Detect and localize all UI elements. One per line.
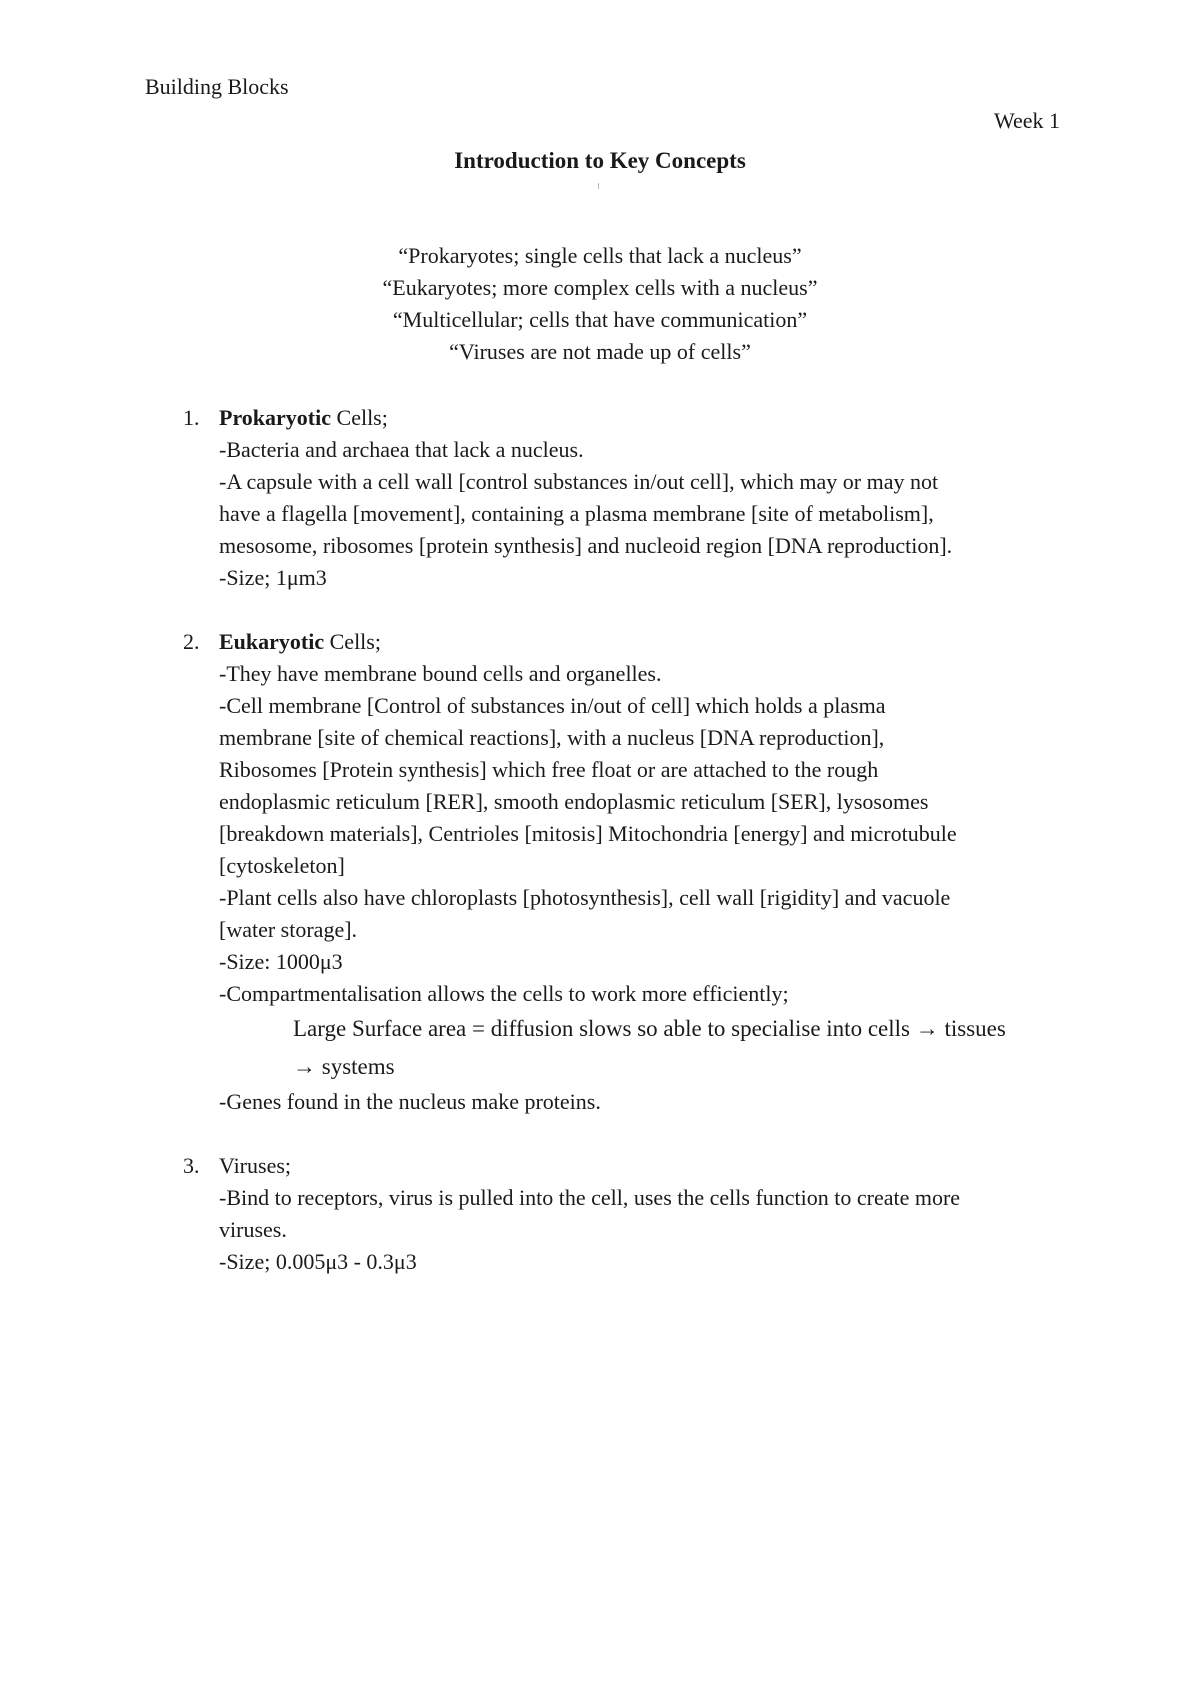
list-number: 3. (183, 1153, 200, 1178)
indented-note-line: → systems (293, 1054, 395, 1079)
title-mark (598, 183, 599, 189)
header-week-label: Week 1 (993, 108, 1060, 133)
definition-quotes (0, 240, 1200, 368)
body-line: -Cell membrane [Control of substances in/out of cell] which holds a plasma (219, 693, 886, 718)
section-heading (219, 1150, 1075, 1182)
quote-line: “Eukaryotes; more complex cells with a nucleus” (382, 275, 818, 300)
body-line: -Bacteria and archaea that lack a nucleus. (219, 437, 584, 462)
body-line: -Plant cells also have chloroplasts [photosynthesis], cell wall [rigidity] and vacuole (219, 885, 951, 910)
quote-line: “Multicellular; cells that have communication” (392, 307, 808, 332)
body-line: -Size; 0.005μ3 - 0.3μ3 (219, 1249, 417, 1274)
body-line: Ribosomes [Protein synthesis] which free float or are attached to the rough (219, 757, 879, 782)
body-line: -Genes found in the nucleus make proteins. (219, 1089, 601, 1114)
body-line: -Compartmentalisation allows the cells to work more efficiently; (219, 981, 789, 1006)
body-line: -Size: 1000μ3 (219, 949, 343, 974)
section-heading-bold: Eukaryotic (219, 629, 325, 654)
section-heading-bold: Prokaryotic (219, 405, 332, 430)
section-heading (219, 402, 1075, 434)
body-line: [cytoskeleton] (219, 853, 345, 878)
page-title: Introduction to Key Concepts (454, 148, 746, 173)
body-line: viruses. (219, 1217, 287, 1242)
body-line: -Size; 1μm3 (219, 565, 327, 590)
body-line: mesosome, ribosomes [protein synthesis] and nucleoid region [DNA reproduction]. (219, 533, 953, 558)
body-line: have a flagella [movement], containing a plasma membrane [site of metabolism], (219, 501, 934, 526)
header-course-name: Building Blocks (145, 74, 289, 99)
body-line: [water storage]. (219, 917, 358, 942)
body-line: -Bind to receptors, virus is pulled into the cell, uses the cells function to create more (219, 1185, 961, 1210)
quote-line: “Prokaryotes; single cells that lack a nucleus” (398, 243, 802, 268)
section-heading-rest: Cells; (331, 405, 388, 430)
body-line: endoplasmic reticulum [RER], smooth endoplasmic reticulum [SER], lysosomes (219, 789, 929, 814)
list-item-eukaryotic (175, 626, 1075, 1118)
list-number: 2. (183, 629, 200, 654)
section-heading-rest: Viruses; (219, 1153, 292, 1178)
body-line: membrane [site of chemical reactions], with a nucleus [DNA reproduction], (219, 725, 885, 750)
body-line: [breakdown materials], Centrioles [mitosis] Mitochondria [energy] and microtubule (219, 821, 957, 846)
list-number: 1. (183, 405, 200, 430)
section-heading (219, 626, 1075, 658)
body-line: -A capsule with a cell wall [control substances in/out cell], which may or may not (219, 469, 939, 494)
quote-line: “Viruses are not made up of cells” (449, 339, 751, 364)
section-heading-rest: Cells; (324, 629, 381, 654)
list-item-prokaryotic (175, 402, 1075, 594)
body-line: -They have membrane bound cells and organelles. (219, 661, 662, 686)
numbered-list (175, 402, 1075, 1278)
indented-note-line: Large Surface area = diffusion slows so able to specialise into cells → tissues (293, 1016, 1006, 1041)
indented-note (219, 1010, 1075, 1086)
list-item-viruses (175, 1150, 1075, 1278)
